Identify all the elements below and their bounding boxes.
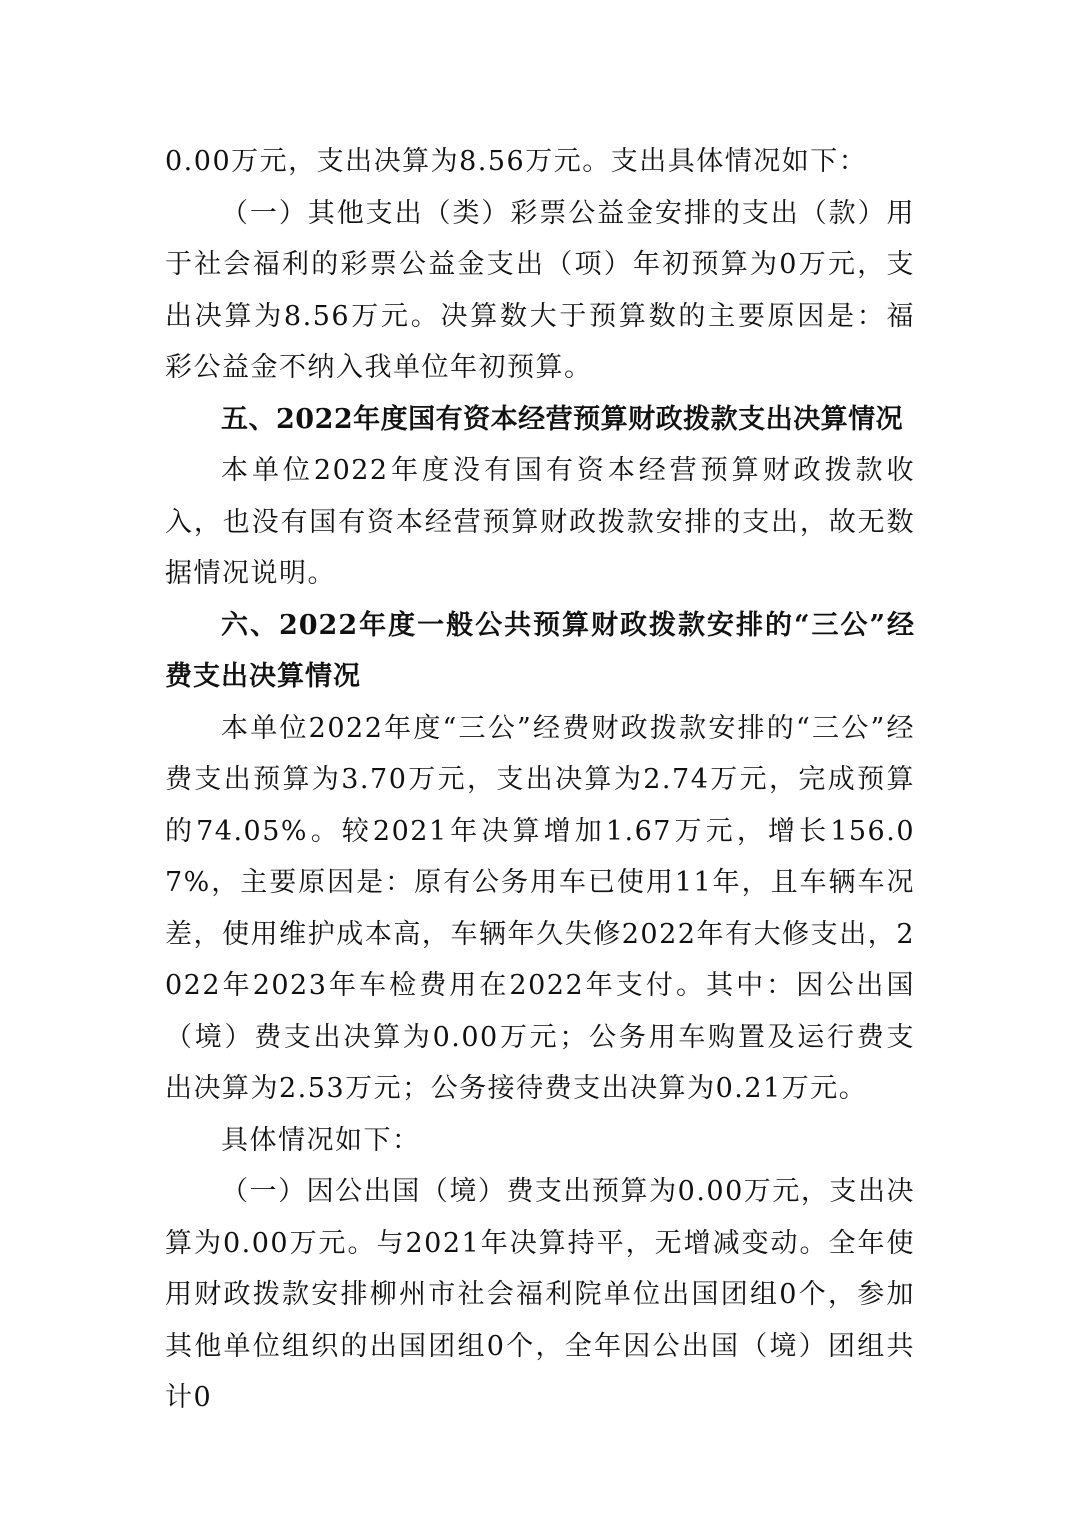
document-body xyxy=(165,136,915,1424)
section-5-heading: 五、2022年度国有资本经营预算财政拨款支出决算情况 xyxy=(221,403,904,435)
section-6-paragraph: 本单位2022年度“三公”经费财政拨款安排的“三公”经费支出预算为3.70万元，支出决算为2.74万元，完成预算的74.05%。较2021年决算增加1.67万元，增长156.07%，主要原因是：原有公务用车已使用11年，且车辆车况差，使用维护成本高，车辆年久失修2022年有大修支出，2022年2023年车检费用在2022年支付。其中：因公出国（境）费支出决算为0.00万元；公务用车购置及运行费支出决算为2.53万元；公务接待费支出决算为0.21万元。 xyxy=(165,712,915,1104)
section-5-paragraph: 本单位2022年度没有国有资本经营预算财政拨款收入，也没有国有资本经营预算财政拨款安排的支出，故无数据情况说明。 xyxy=(165,455,915,589)
section-6-heading: 六、2022年度一般公共预算财政拨款安排的“三公”经费支出决算情况 xyxy=(165,609,915,692)
lottery-fund-paragraph: （一）其他支出（类）彩票公益金安排的支出（款）用于社会福利的彩票公益金支出（项）年初预算为0万元，支出决算为8.56万元。决算数大于预算数的主要原因是：福彩公益金不纳入我单位年初预算。 xyxy=(165,197,915,383)
continuation-paragraph: 0.00万元，支出决算为8.56万元。支出具体情况如下： xyxy=(165,146,868,177)
overseas-expense-paragraph: （一）因公出国（境）费支出预算为0.00万元，支出决算为0.00万元。与2021年决算持平，无增减变动。全年使用财政拨款安排柳州市社会福利院单位出国团组0个，参加其他单位组织的出国团组0个，全年因公出国（境）团组共计0 xyxy=(165,1176,915,1413)
details-intro-paragraph: 具体情况如下： xyxy=(221,1124,421,1156)
